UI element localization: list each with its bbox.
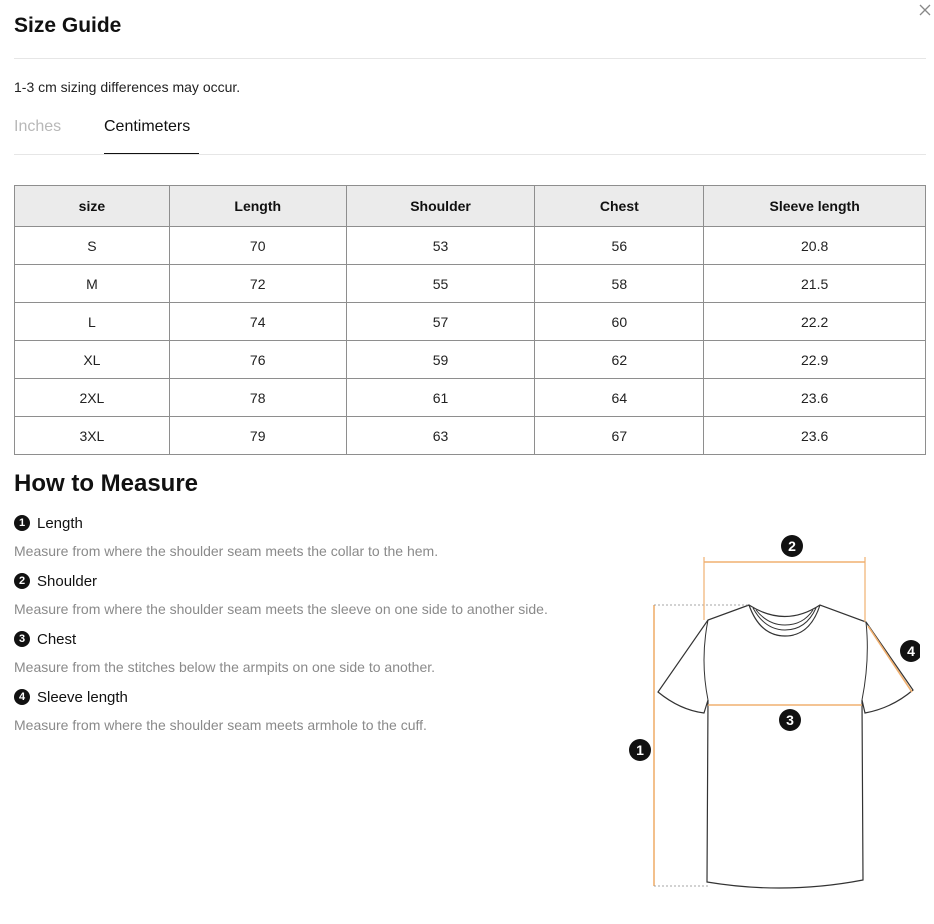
table-cell: 57 [346, 303, 535, 341]
measure-item-chest [14, 630, 604, 688]
unit-tabs [14, 117, 926, 155]
table-cell: 22.2 [704, 303, 926, 341]
table-cell: 58 [535, 265, 704, 303]
tshirt-diagram-svg [620, 530, 920, 895]
table-cell: 21.5 [704, 265, 926, 303]
table-cell: L [15, 303, 170, 341]
measure-label: Shoulder [37, 572, 98, 590]
tshirt-collar [749, 605, 820, 636]
table-cell: S [15, 227, 170, 265]
size-table [14, 185, 926, 455]
table-row [15, 341, 926, 379]
table-cell: M [15, 265, 170, 303]
marker-3 [779, 709, 801, 731]
number-badge-1: 1 [14, 515, 30, 531]
table-row [15, 227, 926, 265]
measure-item-shoulder [14, 572, 604, 630]
column-header-chest: Chest [535, 186, 704, 227]
table-cell: 55 [346, 265, 535, 303]
table-cell: 59 [346, 341, 535, 379]
table-row [15, 303, 926, 341]
column-header-sleeve-length: Sleeve length [704, 186, 926, 227]
table-cell: 64 [535, 379, 704, 417]
number-badge-2: 2 [14, 573, 30, 589]
table-header-row [15, 186, 926, 227]
marker-2-label: 2 [788, 538, 796, 554]
table-row [15, 379, 926, 417]
table-cell: 3XL [15, 417, 170, 455]
table-row [15, 417, 926, 455]
table-cell: 74 [169, 303, 346, 341]
modal-title: Size Guide [14, 14, 122, 37]
marker-1 [629, 739, 651, 761]
marker-2 [781, 535, 803, 557]
measure-description: Measure from where the shoulder seam meets armhole to the cuff. [14, 717, 427, 733]
table-cell: 62 [535, 341, 704, 379]
number-badge-3: 3 [14, 631, 30, 647]
measure-description: Measure from where the shoulder seam meets the collar to the hem. [14, 543, 439, 559]
sizing-note: 1-3 cm sizing differences may occur. [14, 79, 241, 95]
table-cell: 2XL [15, 379, 170, 417]
table-cell: 72 [169, 265, 346, 303]
marker-1-label: 1 [636, 742, 644, 758]
table-cell: 23.6 [704, 417, 926, 455]
table-cell: 60 [535, 303, 704, 341]
measure-description: Measure from the stitches below the armpits on one side to another. [14, 659, 436, 675]
column-header-shoulder: Shoulder [346, 186, 535, 227]
table-cell: 67 [535, 417, 704, 455]
header-divider [14, 58, 926, 59]
how-to-measure-title: How to Measure [14, 470, 199, 497]
measure-label: Chest [37, 630, 77, 648]
table-cell: 20.8 [704, 227, 926, 265]
table-cell: 70 [169, 227, 346, 265]
tabs-divider [14, 154, 926, 155]
marker-3-label: 3 [786, 712, 794, 728]
tab-inches[interactable]: Inches [14, 118, 62, 135]
measure-item-length [14, 514, 604, 572]
table-row [15, 265, 926, 303]
table-cell: XL [15, 341, 170, 379]
tshirt-outline [658, 605, 913, 888]
measure-item-sleeve-length [14, 688, 604, 746]
measure-instructions [14, 514, 604, 746]
measure-label: Length [37, 514, 83, 532]
table-cell: 23.6 [704, 379, 926, 417]
table-cell: 78 [169, 379, 346, 417]
number-badge-4: 4 [14, 689, 30, 705]
close-icon[interactable] [918, 3, 932, 17]
marker-4-label: 4 [907, 643, 915, 659]
column-header-size: size [15, 186, 170, 227]
table-cell: 56 [535, 227, 704, 265]
measure-description: Measure from where the shoulder seam meets the sleeve on one side to another side. [14, 601, 548, 617]
tshirt-measurement-diagram [620, 530, 920, 895]
table-cell: 22.9 [704, 341, 926, 379]
measure-label: Sleeve length [37, 688, 128, 706]
marker-4 [900, 640, 920, 662]
table-cell: 76 [169, 341, 346, 379]
column-header-length: Length [169, 186, 346, 227]
table-cell: 53 [346, 227, 535, 265]
table-cell: 79 [169, 417, 346, 455]
table-cell: 61 [346, 379, 535, 417]
table-cell: 63 [346, 417, 535, 455]
tab-centimeters[interactable]: Centimeters [104, 118, 191, 135]
